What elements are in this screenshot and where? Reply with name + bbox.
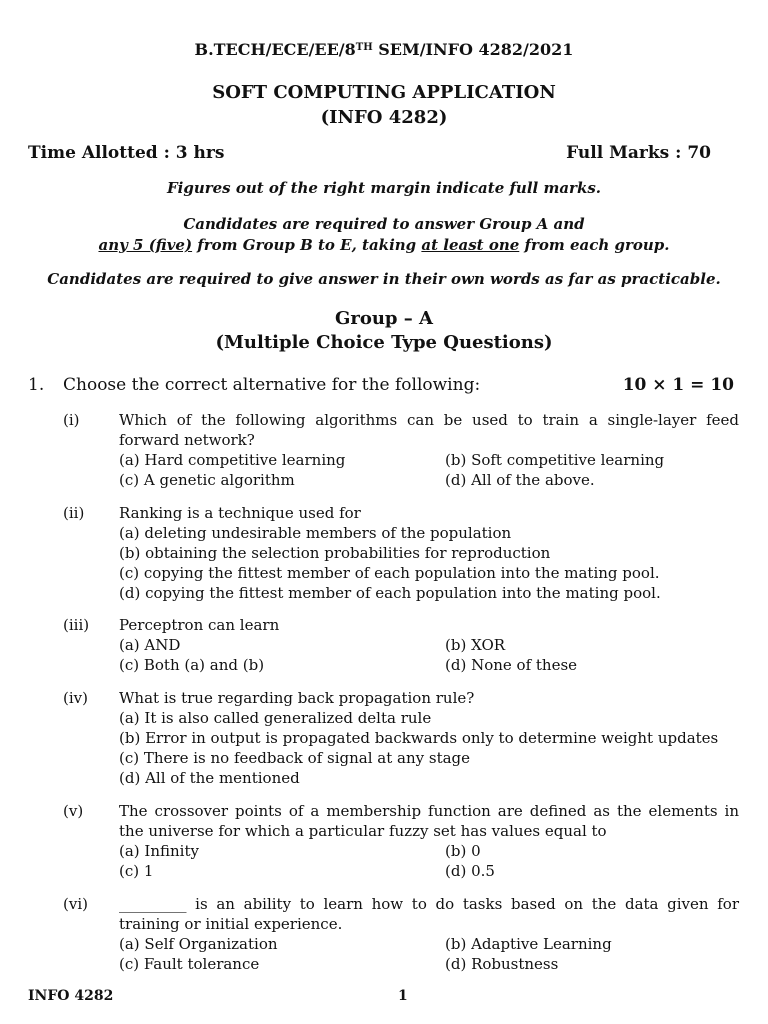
- page-number: 1: [398, 988, 408, 1004]
- instruction-block-2: [0, 214, 768, 256]
- subquestion-stem: Perceptron can learn: [119, 616, 280, 634]
- instruction-line-2: Candidates are required to answer Group A and: [183, 215, 585, 233]
- paper-title-block: [0, 80, 768, 130]
- option-b: (b) XOR: [445, 636, 506, 654]
- subquestion-stem: The crossover points of a membership function are defined as the elements in the universe for which a particular fuzzy set has values equal to: [119, 802, 739, 840]
- footer-code: INFO 4282: [28, 988, 114, 1004]
- meta-row: [28, 143, 711, 163]
- options: [119, 450, 739, 490]
- options: [119, 635, 739, 675]
- option-d: (d) All of the mentioned: [119, 769, 300, 787]
- option-a: (a) AND: [119, 636, 181, 654]
- instruction-line-4: Candidates are required to give answer in their own words as far as practicable.: [47, 270, 721, 288]
- paper-title: SOFT COMPUTING APPLICATION: [212, 82, 556, 103]
- subquestion-number: (ii): [63, 504, 85, 522]
- option-d: (d) Robustness: [445, 955, 559, 973]
- subquestion-number: (vi): [63, 895, 88, 913]
- option-b: (b) Error in output is propagated backwards only to determine weight updates: [119, 729, 719, 747]
- option-c: (c) Fault tolerance: [119, 955, 260, 973]
- option-a: (a) Hard competitive learning: [119, 451, 346, 469]
- option-a: (a) Self Organization: [119, 935, 278, 953]
- options: [119, 841, 739, 881]
- option-c: (c) A genetic algorithm: [119, 471, 295, 489]
- subquestion-stem: _________ is an ability to learn how to do tasks based on the data given for training or initial experience.: [119, 895, 739, 933]
- subquestion-number: (i): [63, 411, 80, 429]
- question-marks: 10 × 1 = 10: [622, 375, 734, 395]
- option-b: (b) Soft competitive learning: [445, 451, 665, 469]
- option-d: (d) 0.5: [445, 862, 495, 880]
- subquestion-number: (iii): [63, 616, 90, 634]
- subquestion-number: (v): [63, 802, 84, 820]
- option-d: (d) copying the fittest member of each population into the mating pool.: [119, 584, 661, 602]
- option-c: (c) copying the fittest member of each population into the mating pool.: [119, 564, 660, 582]
- paper-code: (INFO 4282): [320, 107, 448, 128]
- option-c: (c) Both (a) and (b): [119, 656, 265, 674]
- question-number: 1.: [28, 375, 45, 395]
- page-footer: [28, 988, 740, 1004]
- subquestion-stem: Ranking is a technique used for: [119, 504, 361, 522]
- option-c: (c) 1: [119, 862, 154, 880]
- options: [119, 934, 739, 974]
- group-heading: [0, 307, 768, 355]
- option-a: (a) It is also called generalized delta rule: [119, 709, 432, 727]
- option-c: (c) There is no feedback of signal at any stage: [119, 749, 471, 767]
- group-subtitle: (Multiple Choice Type Questions): [215, 332, 553, 353]
- time-allotted: Time Allotted : 3 hrs: [28, 143, 225, 163]
- option-a: (a) deleting undesirable members of the population: [119, 524, 512, 542]
- full-marks: Full Marks : 70: [566, 143, 711, 163]
- option-d: (d) None of these: [445, 656, 578, 674]
- subquestion-stem: What is true regarding back propagation rule?: [119, 689, 475, 707]
- option-b: (b) obtaining the selection probabilities for reproduction: [119, 544, 551, 562]
- group-title: Group – A: [334, 308, 434, 329]
- exam-code: B.TECH/ECE/EE/8TH SEM/INFO 4282/2021: [194, 40, 574, 59]
- option-a: (a) Infinity: [119, 842, 199, 860]
- subquestion-stem: Which of the following algorithms can be used to train a single-layer feed forward network?: [119, 411, 739, 449]
- option-d: (d) All of the above.: [445, 471, 595, 489]
- subquestion-number: (iv): [63, 689, 88, 707]
- instruction-line-3: any 5 (five) from Group B to E, taking at least one from each group.: [98, 236, 670, 254]
- question-text: Choose the correct alternative for the following:: [63, 375, 481, 395]
- option-b: (b) 0: [445, 842, 481, 860]
- instruction-line-1: Figures out of the right margin indicate full marks.: [166, 179, 602, 197]
- option-b: (b) Adaptive Learning: [445, 935, 612, 953]
